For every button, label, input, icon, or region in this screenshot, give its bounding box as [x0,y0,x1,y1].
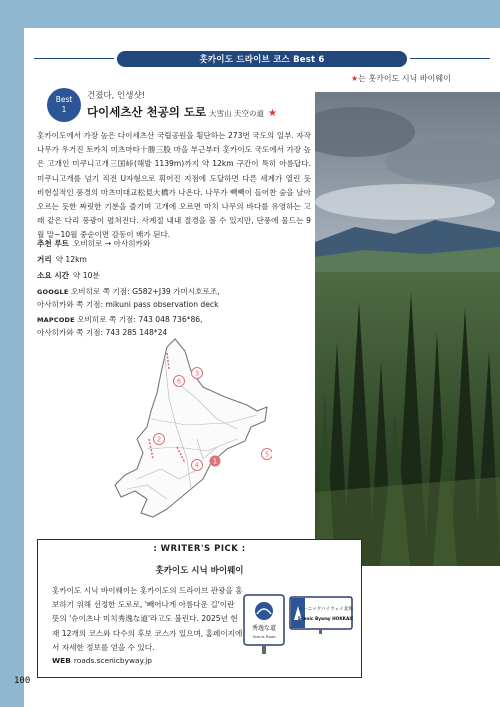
info-google-2: 아사히카와 쪽 기점: mikuni pass observation deck [37,300,219,309]
info-mapcode [37,314,203,325]
section-header: 홋카이도 드라이브 코스 Best 6 [117,51,407,67]
info-mapcode-2: 아사히카와 쪽 기점: 743 285 148*24 [37,328,168,337]
page [24,28,500,707]
map-marker-2: 2 [156,435,162,444]
scenic-byway-sign [289,596,353,634]
info-google [37,286,220,297]
info-distance [37,254,87,265]
sign2-text: シーニックバイウェイ北海道 [298,607,353,612]
map-marker-6: 6 [176,377,182,386]
info-distance-value: 약 12km [55,255,87,264]
course-title-jp: 大雪山 天空の道 [209,109,264,118]
writers-pick-title: : WRITER'S PICK : [153,544,246,554]
map-marker-3: 3 [194,369,200,378]
best-badge-number: 1 [61,105,67,114]
best-badge-label: Best [55,95,73,104]
star-icon: ★ [351,74,359,83]
info-time-value: 약 10분 [73,271,100,280]
photo-caption [351,73,451,84]
info-time-label: 소요 시간 [37,271,69,280]
course-title [87,104,277,120]
map-marker-1: 1 [212,457,218,466]
writers-pick-web [52,656,152,665]
forest-photo [315,92,500,566]
body-paragraph: 홋카이도에서 가장 높은 다이세츠산 국립공원을 횡단하는 273번 국도의 일부. 자작나무가 우거진 토카치 미츠마타十勝三股 마을 부근부터 홋카이도 국도에서 가장 높은 고개인 미쿠니고개三国峠(해발 1139m)까지 약 12km 구간이 특히 아름답다. 미쿠니고개를 넘기 직전 U자형으로 휘어진 지점에 도달하면 다른 세계가 열린 듯 비현실적인 풍경의 마츠미대교松見大橋가 나온다. 나무가 빽빽이 들어찬 숲을 날아오르는 듯한 짜릿한 기분을 즐기며 고개에 오르면 마치 나무의 바다를 유영하는 고래 같은 다리 풍광이 펼쳐진다. 사계절 내내 절경을 볼 수 있지만, 단풍에 물드는 9월 말~10월 중순이면 감동이 배가 된다. [37,131,311,240]
hokkaido-map [107,329,272,525]
web-label: WEB [52,656,71,665]
info-route-value: 오비히로 → 아사히카와 [73,239,151,248]
sign1-text: 秀逸な道 [251,625,277,632]
sign1-sub: Scenic Road [252,634,276,639]
info-route [37,238,150,249]
sign2-sub: Scenic Byway HOKKAIDO [297,617,353,622]
web-url[interactable]: roads.scenicbyway.jp [73,656,152,665]
writers-pick-text: 홋카이도 시닉 바이웨이는 홋카이도의 드라이브 관광을 홍보하기 위해 선정한 도로로, '빼어나게 아름다운 길'이란 뜻의 '슈이츠나 미치秀逸な道'라고도 불린다. 2025년 현재 12개의 코스와 다수의 후보 코스가 있으며, 홈페이지에서 자세한 정보를 얻을 수 있다. [52,586,243,652]
mapcode-line1: 오비히로 쪽 기점: 743 048 736*86, [77,315,203,324]
best-badge [47,88,81,122]
scenic-road-sign [243,594,285,654]
google-line1: 오비히로 쪽 기점: G582+J39 가미시호로조, [70,287,220,296]
photo-caption-text: 는 홋카이도 시닉 바이웨이 [358,74,451,83]
course-title-main: 다이세츠산 천공의 도로 [87,105,207,119]
writers-pick-box [37,539,362,678]
header-rule-left [34,58,114,59]
star-icon: ★ [268,108,277,119]
info-time [37,270,100,281]
info-route-label: 추천 루트 [37,239,69,248]
mapcode-label: MAPCODE [37,316,75,324]
google-label: GOOGLE [37,288,69,296]
page-number: 100 [14,676,31,686]
writers-pick-subtitle: 홋카이도 시닉 바이웨이 [155,566,244,576]
subtitle: 건졌다, 인생샷! [87,91,146,101]
info-distance-label: 거리 [37,255,52,264]
map-marker-4: 4 [194,461,200,470]
map-marker-5: 5 [264,450,270,459]
header-rule-right [410,58,490,59]
